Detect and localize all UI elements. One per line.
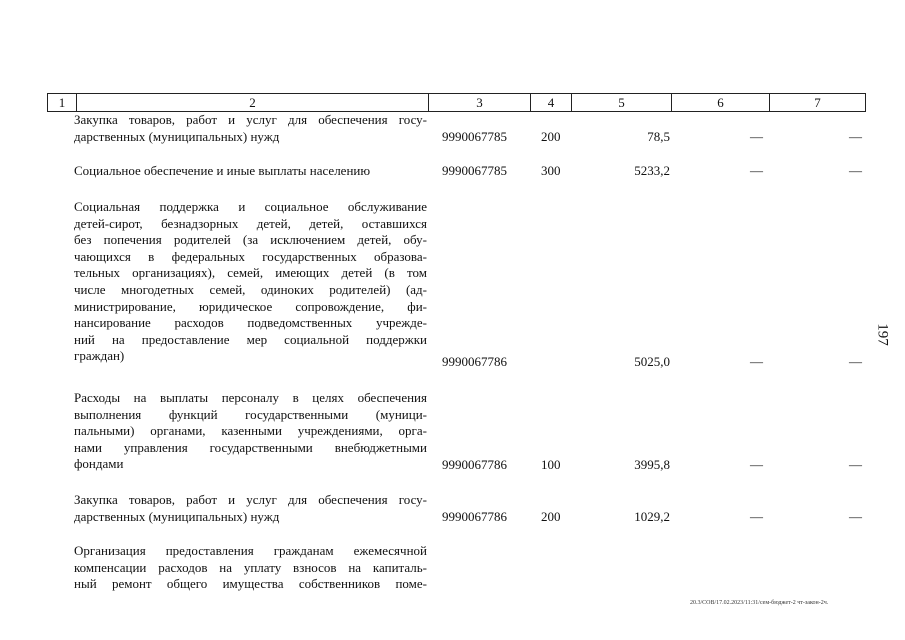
description-line: Социальная поддержка и социальное обслуживание bbox=[74, 199, 427, 214]
amount: 3995,8 bbox=[634, 457, 670, 472]
description-line: чающихся в федеральных государственных образова- bbox=[74, 248, 427, 264]
description-line: без попечения родителей (за исключением детей, обу- bbox=[74, 232, 427, 248]
expense-type: 200 bbox=[541, 509, 561, 524]
dash-col6: — bbox=[750, 509, 763, 524]
description-line: фондами bbox=[74, 456, 124, 472]
column-header-3: 3 bbox=[429, 94, 531, 112]
description-line: нансирование расходов подведомственных учрежде- bbox=[74, 315, 427, 331]
expense-type: 100 bbox=[541, 457, 561, 472]
dash-col6: — bbox=[750, 457, 763, 472]
row-description bbox=[74, 163, 427, 180]
expense-type: 300 bbox=[541, 163, 561, 178]
description-line: числе многодетных семей, одиноких родителей) (ад- bbox=[74, 281, 427, 297]
amount: 1029,2 bbox=[634, 509, 670, 524]
column-header-4: 4 bbox=[531, 94, 572, 112]
target-code: 9990067786 bbox=[442, 509, 507, 524]
column-header-row bbox=[48, 94, 866, 112]
row-description bbox=[74, 112, 427, 145]
amount: 5233,2 bbox=[634, 163, 670, 178]
description-line: Организация предоставления гражданам ежемесячной bbox=[74, 543, 427, 558]
dash-col6: — bbox=[750, 129, 763, 144]
document-footer: 20.3/СОВ/17.02.2023/11:31/сем-бюджет-2 чт-закон-2ч. bbox=[690, 600, 829, 606]
dash-col7: — bbox=[849, 509, 862, 524]
column-header-1: 1 bbox=[48, 94, 77, 112]
dash-col7: — bbox=[849, 354, 862, 369]
description-line: дарственных (муниципальных) нужд bbox=[74, 128, 280, 144]
description-line: Закупка товаров, работ и услуг для обеспечения госу- bbox=[74, 112, 427, 127]
description-line: Расходы на выплаты персоналу в целях обеспечения bbox=[74, 390, 427, 405]
description-line: Закупка товаров, работ и услуг для обеспечения госу- bbox=[74, 492, 427, 507]
dash-col7: — bbox=[849, 457, 862, 472]
description-line: пальными) органами, казенными учреждениями, орга- bbox=[74, 423, 427, 439]
row-description bbox=[74, 199, 427, 365]
column-header-5: 5 bbox=[572, 94, 672, 112]
row-description bbox=[74, 390, 427, 473]
description-line: выполнения функций государственными (муници- bbox=[74, 406, 427, 422]
description-line: граждан) bbox=[74, 348, 125, 364]
column-header-7: 7 bbox=[770, 94, 866, 112]
description-line: дарственных (муниципальных) нужд bbox=[74, 508, 280, 524]
target-code: 9990067785 bbox=[442, 163, 507, 178]
description-line: нами управления государственными внебюджетными bbox=[74, 439, 427, 455]
row-description bbox=[74, 492, 427, 525]
target-code: 9990067785 bbox=[442, 129, 507, 144]
page-number: 197 bbox=[874, 323, 891, 346]
description-line: компенсации расходов на уплату взносов на капиталь- bbox=[74, 559, 427, 575]
column-header-2: 2 bbox=[77, 94, 429, 112]
expense-type: 200 bbox=[541, 129, 561, 144]
column-header-table bbox=[47, 93, 866, 112]
target-code: 9990067786 bbox=[442, 354, 507, 369]
description-line: министрирование, юридическое сопровождение, фи- bbox=[74, 298, 427, 314]
row-description bbox=[74, 543, 427, 593]
amount: 78,5 bbox=[647, 129, 670, 144]
amount: 5025,0 bbox=[634, 354, 670, 369]
description-line: тельных организациях), семей, имеющих детей (в том bbox=[74, 265, 427, 281]
description-line: детей-сирот, безнадзорных детей, детей, оставшихся bbox=[74, 215, 427, 231]
dash-col7: — bbox=[849, 129, 862, 144]
description-line: ний на предоставление мер социальной поддержки bbox=[74, 331, 427, 347]
dash-col7: — bbox=[849, 163, 862, 178]
column-header-6: 6 bbox=[672, 94, 770, 112]
description-line: Социальное обеспечение и иные выплаты населению bbox=[74, 163, 371, 178]
dash-col6: — bbox=[750, 354, 763, 369]
target-code: 9990067786 bbox=[442, 457, 507, 472]
dash-col6: — bbox=[750, 163, 763, 178]
description-line: ный ремонт общего имущества собственников поме- bbox=[74, 576, 427, 592]
